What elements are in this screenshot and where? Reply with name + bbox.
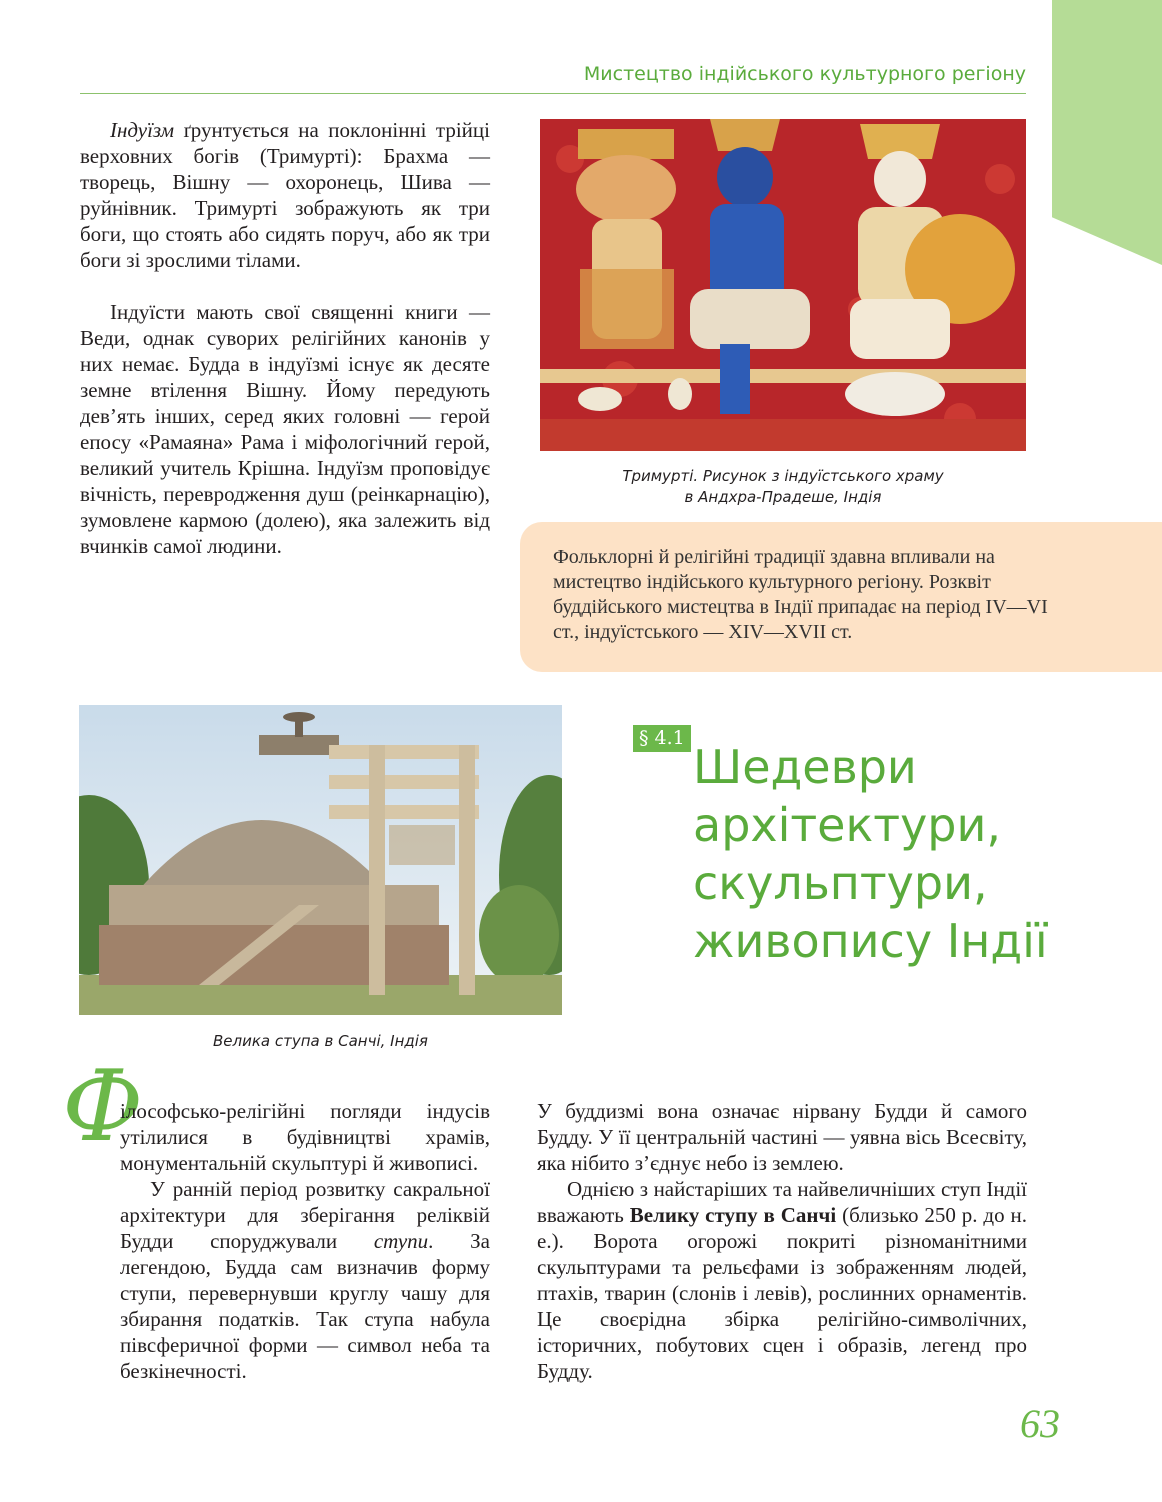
sanchi-term: Велику ступу в Санчі [629, 1203, 837, 1227]
stupa-caption: Велика ступа в Санчі, Індія [213, 1032, 428, 1050]
nirvana-paragraph: У буддизмі вона означає нірвану Будди й самого Будду. У її центральній частині — уявна вісь Всесвіту, яка нібито з’єднує небо із землею. [537, 1099, 1027, 1175]
trimurti-image [540, 119, 1026, 451]
trimurti-caption-line1: Тримурті. Рисунок з індуїстського храму [622, 467, 944, 485]
section-number-badge: § 4.1 [633, 725, 691, 752]
page-number: 63 [1020, 1401, 1060, 1446]
hinduism-term: Індуїзм [110, 118, 174, 142]
trimurti-caption-line2: в Андхра-Прадеше, Індія [684, 488, 882, 506]
stupa-photo [79, 705, 562, 1015]
bottom-right-column [537, 1098, 1027, 1384]
bottom-left-column-2 [120, 1176, 490, 1384]
vedas-paragraph: Індуїсти мають свої священні книги — Веди, однак суворих релігійних канонів у них немає. Будда в індуїзмі існує як десяте земне втілення Вішну. Йому передують дев’ять інших, серед яких головні — герой епосу «Рамаяна» Рама і міфологічний герой, великий учитель Крішна. Індуїзм проповідує вічність, перевродження душ (реінкарнацію), зумовлене кармою (долею), яка залежить від вчинків самої людини. [80, 300, 490, 558]
corner-tab [1052, 0, 1162, 265]
stupa-term: ступи [373, 1229, 429, 1253]
note-text: Фольклорні й релігійні традиції здавна впливали на мистецтво індійського культурного регіону. Розквіт буддійського мистецтва в Індії припадає на період IV—VI ст., індуїстського — XIV—XVII ст. [553, 546, 1048, 643]
stupa-image [79, 705, 562, 1015]
sanchi-paragraph: Однією з найстаріших та найвеличніших ступ Індії вважають Велику ступу в Санчі (близько 250 р. до н. е.). Ворота огорожі покриті різноманітними скульптурами та рельєфами із зображенням людей, птахів, тварин (слонів і левів), рослинних орнаментів. Це своєрідна збірка релігійно-символічних, історичних, побутових сцен і образів, легенд про Будду. [537, 1177, 1027, 1383]
bottom-left-column [120, 1098, 490, 1176]
drop-cap: Ф [62, 1050, 144, 1164]
section-title: Шедеври архітектури, скульптури, живопису Індії [693, 740, 1048, 968]
running-head: Мистецтво індійського культурного регіону [583, 63, 1026, 85]
philosophy-paragraph: ілософсько-релігійні погляди індусів утілилися в будівництві храмів, монументальній скульптурі й живописі. [120, 1099, 490, 1175]
header-rule [80, 93, 1026, 94]
trimurti-caption [540, 466, 1026, 508]
hinduism-paragraph: Індуїзм ґрунтується на поклонінні трійці верховних богів (Тримурті): Брахма — творець, Вішну — охоронець, Шива — руйнівник. Тримурті зображують як три боги, що стоять або сидять поруч, або як три боги зі зрослими тілами. [80, 118, 490, 272]
intro-column [80, 117, 490, 559]
stupa-paragraph: У ранній період розвитку сакральної архітектури для зберігання реліквій Будди споруджували ступи. За легендою, Будда сам визначив форму ступи, перевернувши круглу чашу для збирання податків. Так ступа набула півсферичної форми — символ неба та безкінечності. [120, 1177, 491, 1383]
trimurti-painting [540, 119, 1026, 451]
